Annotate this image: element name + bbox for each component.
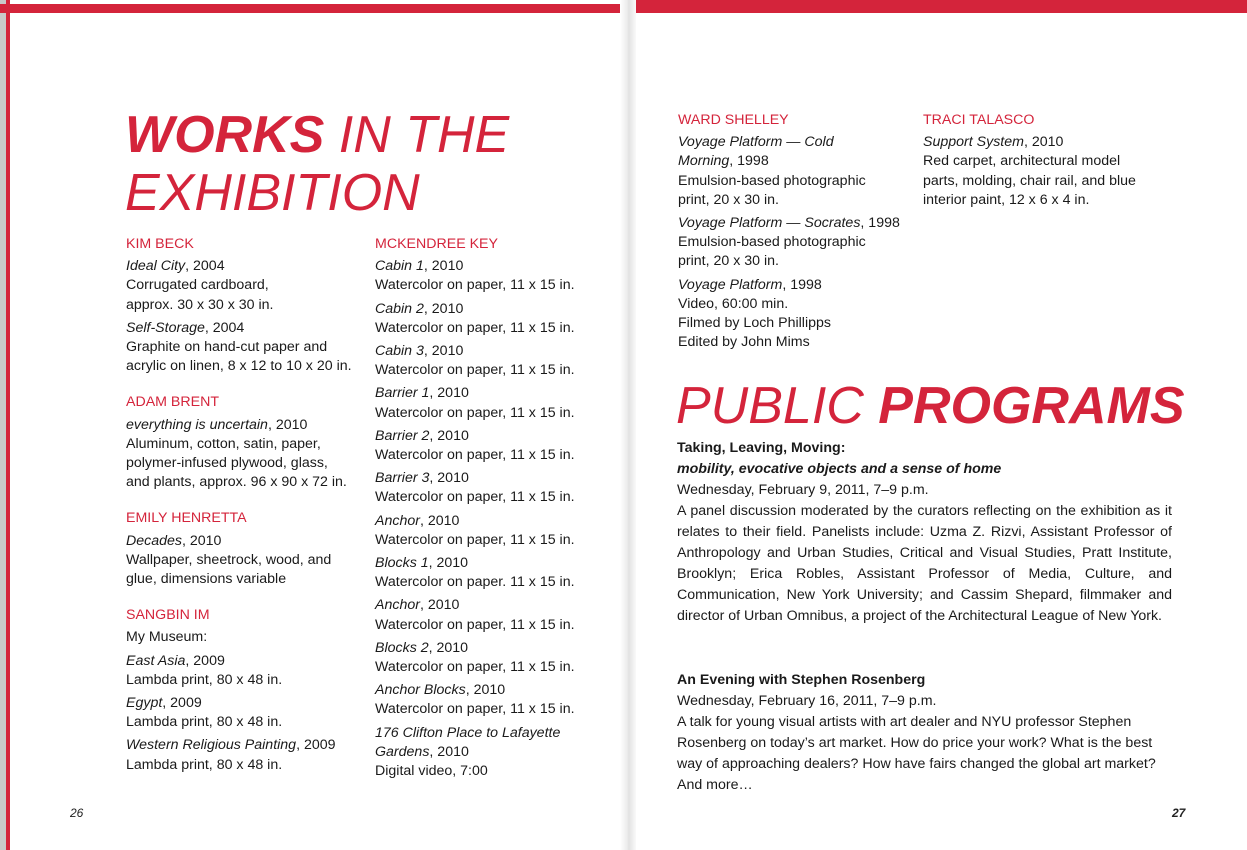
artwork-detail: Graphite on hand-cut paper and (126, 339, 328, 356)
artwork-detail: polymer-infused plywood, glass, (126, 455, 328, 472)
artwork-year: , 2009 (162, 695, 202, 712)
artwork-year: , 1998 (729, 153, 769, 170)
artwork-entry (375, 596, 610, 634)
artwork-detail: Watercolor on paper, 11 x 15 in. (375, 489, 575, 506)
artwork-title-line (126, 532, 366, 551)
artwork-entry (375, 300, 610, 338)
artist-name: ADAM BRENT (126, 394, 220, 411)
artwork-detail: and plants, approx. 96 x 90 x 72 in. (126, 474, 347, 491)
artwork-title-line (126, 652, 366, 671)
artwork-title: Ideal City (126, 258, 186, 275)
artwork-title-line (375, 342, 610, 361)
artwork-year: , 2009 (185, 652, 225, 669)
artwork-detail: glue, dimensions variable (126, 571, 287, 588)
artwork-title: Support System (923, 134, 1024, 151)
artwork-year: , 2004 (185, 258, 225, 275)
artwork-year: , 2010 (465, 682, 506, 699)
artwork-title-line (375, 300, 610, 319)
artwork-title-line (678, 133, 918, 152)
artwork-title-line (375, 724, 610, 743)
artwork-detail: Watercolor on paper, 11 x 15 in. (375, 659, 575, 676)
artwork-title-line (375, 469, 610, 488)
artwork-title: Barrier 3 (375, 470, 430, 487)
artwork-title-line (126, 694, 366, 713)
artwork-title-cont: Gardens (375, 743, 430, 760)
artwork-year: , 2004 (204, 319, 245, 336)
artwork-detail: Watercolor on paper, 11 x 15 in. (375, 404, 575, 421)
artwork-title-line (678, 276, 918, 295)
artwork-title-line (678, 214, 918, 233)
artwork-detail: Filmed by Loch Phillipps (678, 315, 831, 332)
page-number-right: 27 (1172, 806, 1186, 820)
program-description: A panel discussion moderated by the curators reflecting on the exhibition as it relates to their field. Panelists include: Uzma Z. Rizvi, Assistant Professor of Anthropology and Urban Studies, Critical and Visual Studies, Pratt Institute, Brooklyn; Erica Robles, Assistant Professor of Media, Culture, and Communication, New York University; and Cassim Shepard, filmmaker and director of Urban Omnibus, a project of the Architectural League of New York. (677, 503, 1172, 624)
artwork-detail: Aluminum, cotton, satin, paper, (126, 435, 321, 452)
artwork-title: Barrier 2 (375, 427, 430, 444)
artwork-detail: Emulsion-based photographic (678, 234, 866, 251)
artwork-entry (375, 427, 610, 465)
artist-block (923, 111, 1163, 210)
artwork-year: , 2010 (423, 300, 464, 317)
artwork-title: Barrier 1 (375, 385, 430, 402)
artwork-detail: Digital video, 7:00 (375, 763, 488, 780)
artwork-detail: Watercolor on paper, 11 x 15 in. (375, 277, 575, 294)
artwork-title-line (375, 639, 610, 658)
artwork-title: Voyage Platform — Cold (678, 134, 834, 151)
artwork-entry (678, 276, 918, 353)
artist-block (678, 111, 918, 352)
artwork-year: , 2010 (429, 743, 469, 760)
artwork-detail: Lambda print, 80 x 48 in. (126, 714, 283, 731)
artwork-year: , 2010 (429, 385, 469, 402)
artist-block (375, 235, 610, 781)
artist-name: WARD SHELLEY (678, 112, 789, 128)
artwork-detail: print, 20 x 30 in. (678, 253, 779, 270)
left-column-2 (375, 235, 610, 798)
artwork-year: , 1998 (860, 215, 900, 232)
artwork-year: , 2010 (419, 512, 460, 529)
artwork-title: Egypt (126, 695, 163, 712)
artist-name: TRACI TALASCO (923, 112, 1035, 128)
artwork-entry (126, 319, 366, 377)
artwork-title: Voyage Platform (678, 276, 783, 293)
artist-block (126, 235, 366, 376)
artwork-detail: print, 20 x 30 in. (678, 191, 779, 208)
artwork-title-line (126, 319, 366, 338)
artwork-detail: Watercolor on paper, 11 x 15 in. (375, 362, 575, 379)
right-page (636, 0, 1247, 850)
artist-name: KIM BECK (126, 236, 194, 252)
artist-name: EMILY HENRETTA (126, 510, 247, 527)
artwork-title: Blocks 2 (375, 639, 429, 656)
right-column-1 (678, 111, 918, 369)
artwork-entry (375, 512, 610, 550)
artwork-detail: Emulsion-based photographic (678, 172, 866, 189)
works-title: WORKS IN THE EXHIBITION (125, 106, 510, 222)
artwork-year: , 2009 (296, 737, 336, 754)
artwork-title: Anchor Blocks (375, 682, 466, 699)
artwork-detail: Edited by John Mims (678, 334, 810, 351)
artwork-title: Voyage Platform — Socrates (678, 215, 861, 232)
artwork-title: Anchor (375, 512, 420, 529)
artist-name: SANGBIN IM (126, 607, 210, 624)
artwork-year: , 2010 (423, 258, 464, 275)
artwork-title-line (375, 257, 610, 276)
artwork-title: Cabin 2 (375, 300, 424, 317)
artwork-title: Anchor (375, 597, 420, 614)
program-date: Wednesday, February 9, 2011, 7–9 p.m. (677, 482, 929, 498)
artwork-title: East Asia (126, 652, 186, 669)
program-1 (677, 438, 1172, 627)
artwork-title: Western Religious Painting (126, 737, 297, 754)
artwork-entry (923, 133, 1163, 210)
artwork-detail: Wallpaper, sheetrock, wood, and (126, 551, 332, 568)
artwork-title-line (375, 384, 610, 403)
artwork-year: , 2010 (423, 343, 464, 360)
artwork-title-line (126, 736, 366, 755)
left-page (0, 0, 620, 850)
artist-block (126, 393, 366, 492)
artwork-detail: parts, molding, chair rail, and blue (923, 172, 1136, 189)
artwork-title-line (678, 152, 918, 171)
artwork-title-line (126, 416, 366, 435)
artwork-year: , 1998 (782, 276, 822, 293)
artwork-entry (126, 652, 366, 690)
artwork-detail: Video, 60:00 min. (678, 295, 789, 312)
artwork-detail: Lambda print, 80 x 48 in. (126, 671, 283, 688)
artwork-entry (126, 532, 366, 590)
artwork-entry (375, 639, 610, 677)
artwork-year: , 2010 (429, 427, 469, 444)
artwork-detail: Watercolor on paper, 11 x 15 in. (375, 701, 575, 718)
artist-block (126, 606, 366, 775)
artwork-title-line (126, 257, 366, 276)
artwork-title: 176 Clifton Place to Lafayette (375, 724, 561, 741)
artwork-detail: approx. 30 x 30 x 30 in. (126, 296, 274, 313)
series-intro: My Museum: (126, 629, 208, 646)
artwork-entry (375, 257, 610, 295)
artwork-title: Decades (126, 532, 182, 549)
artwork-year: , 2010 (1023, 134, 1064, 151)
artwork-year: , 2010 (429, 470, 469, 487)
public-programs-title: PUBLIC PROGRAMS (676, 377, 1185, 435)
right-column-2 (923, 111, 1163, 227)
artwork-year: , 2010 (267, 416, 308, 433)
artwork-title-line (375, 681, 610, 700)
artwork-entry (126, 694, 366, 732)
artwork-entry (126, 416, 366, 493)
left-column-1 (126, 235, 366, 792)
artwork-title-line (375, 743, 610, 762)
artwork-detail: Red carpet, architectural model (923, 153, 1121, 170)
artwork-detail: Watercolor on paper, 11 x 15 in. (375, 447, 575, 464)
artwork-entry (375, 724, 610, 782)
artwork-entry (375, 342, 610, 380)
artwork-title-cont: Morning (678, 153, 730, 170)
artwork-title: Blocks 1 (375, 555, 429, 572)
artwork-detail: Watercolor on paper, 11 x 15 in. (375, 319, 575, 336)
artwork-entry (375, 554, 610, 592)
artwork-entry (678, 133, 918, 210)
artwork-detail: interior paint, 12 x 6 x 4 in. (923, 191, 1090, 208)
artwork-detail: Watercolor on paper, 11 x 15 in. (375, 616, 575, 633)
program-date: Wednesday, February 16, 2011, 7–9 p.m. (677, 693, 937, 709)
program-subtitle: mobility, evocative objects and a sense of home (677, 461, 1002, 477)
artwork-year: , 2010 (428, 555, 469, 572)
artwork-title: Cabin 1 (375, 258, 424, 275)
artwork-entry (126, 257, 366, 315)
artwork-title: Self-Storage (126, 319, 205, 336)
artist-block (126, 509, 366, 589)
artwork-detail: acrylic on linen, 8 x 12 to 10 x 20 in. (126, 358, 352, 375)
artwork-entry (126, 736, 366, 774)
artwork-year: , 2010 (182, 532, 222, 549)
artwork-entry (678, 214, 918, 272)
artwork-year: , 2010 (428, 639, 469, 656)
artwork-detail: Lambda print, 80 x 48 in. (126, 756, 283, 773)
artwork-entry (375, 681, 610, 719)
artwork-detail: Corrugated cardboard, (126, 277, 269, 294)
artwork-title: everything is uncertain (126, 416, 268, 433)
artwork-title: Cabin 3 (375, 343, 424, 360)
artwork-entry (375, 469, 610, 507)
artwork-title-line (375, 427, 610, 446)
artist-name: MCKENDREE KEY (375, 236, 498, 252)
program-title: An Evening with Stephen Rosenberg (677, 672, 926, 688)
program-title: Taking, Leaving, Moving: (677, 440, 846, 456)
artwork-title-line (375, 554, 610, 573)
artwork-title-line (923, 133, 1163, 152)
book-gutter (620, 0, 636, 850)
program-2 (677, 670, 1172, 796)
artwork-year: , 2010 (419, 597, 460, 614)
artwork-detail: Watercolor on paper, 11 x 15 in. (375, 531, 575, 548)
artwork-title-line (375, 512, 610, 531)
program-description: A talk for young visual artists with art dealer and NYU professor Stephen Rosenberg on today’s art market. How do price your work? What is the best way of approaching dealers? How have fairs changed the global art market? And more… (677, 714, 1156, 793)
artwork-entry (375, 384, 610, 422)
artwork-title-line (375, 596, 610, 615)
artwork-detail: Watercolor on paper. 11 x 15 in. (375, 574, 575, 591)
page-number-left: 26 (70, 806, 84, 820)
